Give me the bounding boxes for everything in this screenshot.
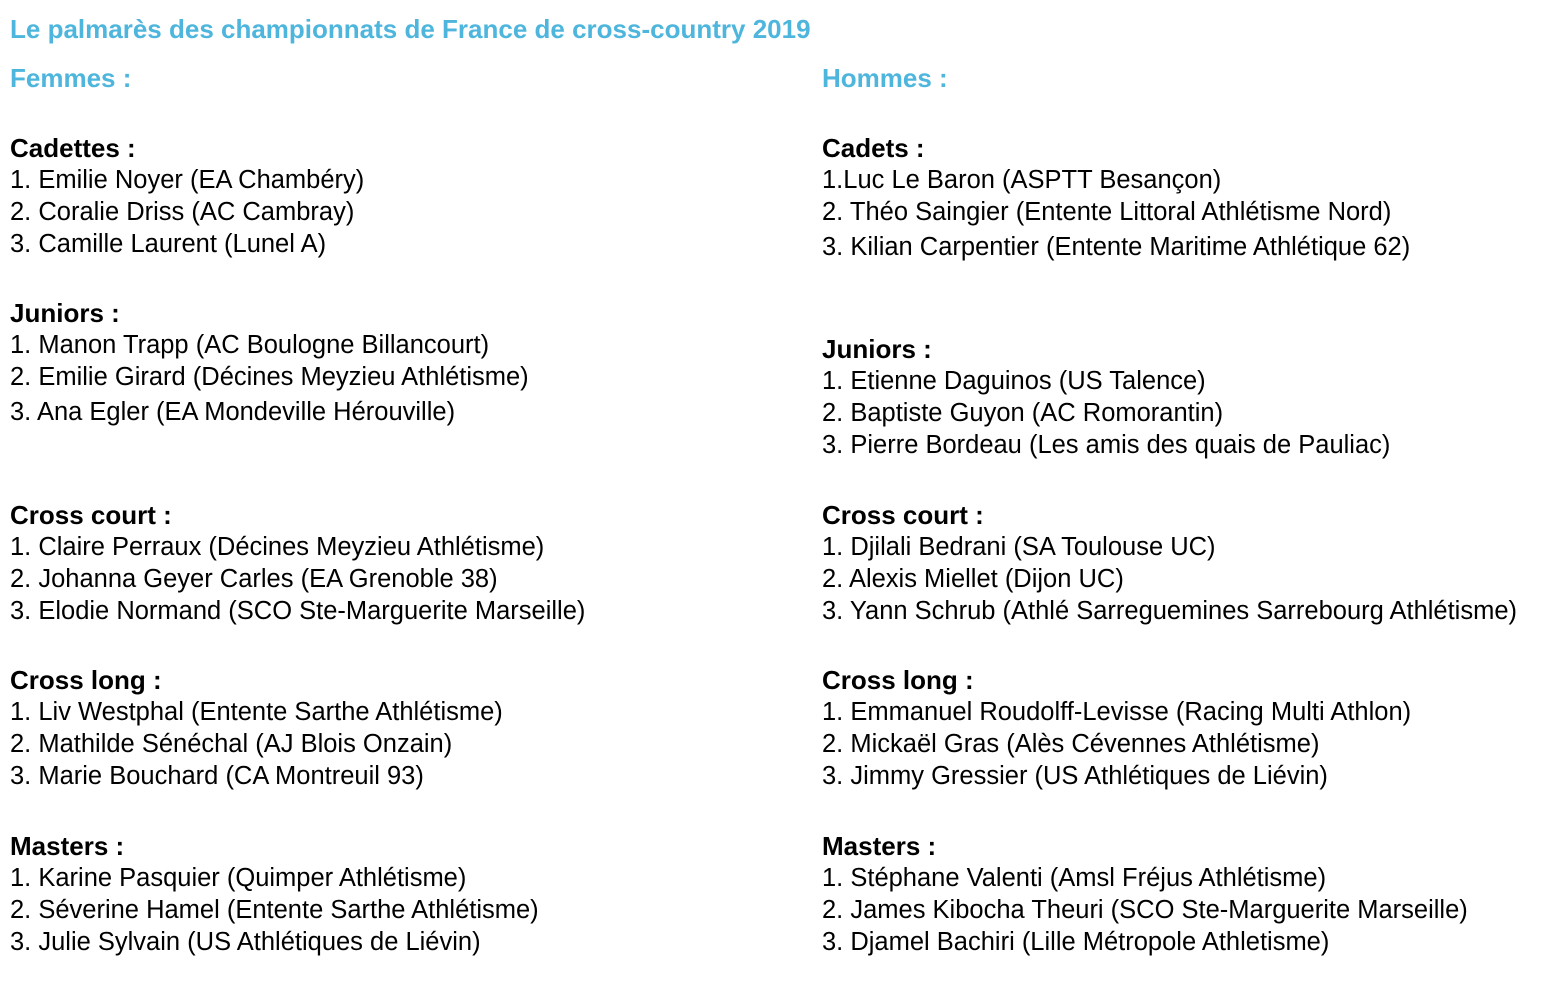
result-entry: 3. Pierre Bordeau (Les amis des quais de Pauliac) bbox=[822, 431, 1391, 459]
result-entry: 1. Manon Trapp (AC Boulogne Billancourt) bbox=[10, 331, 490, 359]
result-entry: 1. Liv Westphal (Entente Sarthe Athlétisme) bbox=[10, 698, 503, 726]
category-title: Cross long : bbox=[822, 665, 974, 695]
result-entry: 2. Alexis Miellet (Dijon UC) bbox=[822, 565, 1124, 593]
category-title: Cross court : bbox=[822, 500, 984, 530]
category-title: Juniors : bbox=[822, 334, 932, 364]
result-entry: 1. Emmanuel Roudolff-Levisse (Racing Multi Athlon) bbox=[822, 698, 1412, 726]
result-entry: 2. Johanna Geyer Carles (EA Grenoble 38) bbox=[10, 565, 498, 593]
result-entry: 3. Ana Egler (EA Mondeville Hérouville) bbox=[10, 398, 456, 426]
category-title: Cadettes : bbox=[10, 133, 136, 163]
men-column bbox=[822, 62, 1562, 956]
result-entry: 3. Kilian Carpentier (Entente Maritime Athlétique 62) bbox=[822, 233, 1411, 261]
result-entry: 1. Emilie Noyer (EA Chambéry) bbox=[10, 166, 365, 194]
result-entry: 1. Stéphane Valenti (Amsl Fréjus Athlétisme) bbox=[822, 864, 1327, 892]
category-title: Cross long : bbox=[10, 665, 162, 695]
result-entry: 3. Yann Schrub (Athlé Sarreguemines Sarrebourg Athlétisme) bbox=[822, 597, 1518, 625]
women-cross-long-section bbox=[10, 664, 800, 792]
result-entry: 3. Julie Sylvain (US Athlétiques de Liévin) bbox=[10, 928, 481, 956]
result-entry: 3. Elodie Normand (SCO Ste-Marguerite Marseille) bbox=[10, 597, 586, 625]
women-heading: Femmes : bbox=[10, 63, 132, 93]
women-cross-court-section bbox=[10, 499, 800, 627]
category-title: Masters : bbox=[822, 831, 937, 861]
result-entry: 1. Etienne Daguinos (US Talence) bbox=[822, 367, 1206, 395]
result-entry: 2. Coralie Driss (AC Cambray) bbox=[10, 198, 355, 226]
result-entry: 3. Marie Bouchard (CA Montreuil 93) bbox=[10, 762, 424, 790]
result-entry: 2. Emilie Girard (Décines Meyzieu Athlétisme) bbox=[10, 363, 529, 391]
category-title: Cross court : bbox=[10, 500, 172, 530]
women-masters-section bbox=[10, 830, 800, 958]
men-cross-long-section bbox=[822, 664, 1562, 792]
result-entry: 2. Mickaël Gras (Alès Cévennes Athlétisme) bbox=[822, 730, 1320, 758]
result-entry: 2. Séverine Hamel (Entente Sarthe Athlétisme) bbox=[10, 896, 539, 924]
women-juniors-section bbox=[10, 297, 800, 428]
result-entry: 1. Karine Pasquier (Quimper Athlétisme) bbox=[10, 864, 467, 892]
result-entry: 1.Luc Le Baron (ASPTT Besançon) bbox=[822, 166, 1222, 194]
result-entry: 1. Djilali Bedrani (SA Toulouse UC) bbox=[822, 533, 1216, 561]
category-title: Cadets : bbox=[822, 133, 925, 163]
result-entry: 2. Théo Saingier (Entente Littoral Athlétisme Nord) bbox=[822, 198, 1392, 226]
result-entry: 2. Mathilde Sénéchal (AJ Blois Onzain) bbox=[10, 730, 453, 758]
men-masters-section bbox=[822, 830, 1562, 958]
category-title: Masters : bbox=[10, 831, 125, 861]
men-cadets-section bbox=[822, 132, 1562, 263]
result-entry: 2. Baptiste Guyon (AC Romorantin) bbox=[822, 399, 1224, 427]
result-entry: 2. James Kibocha Theuri (SCO Ste-Marguerite Marseille) bbox=[822, 896, 1468, 924]
women-cadettes-section bbox=[10, 132, 800, 260]
result-entry: 3. Djamel Bachiri (Lille Métropole Athletisme) bbox=[822, 928, 1330, 956]
page-title: Le palmarès des championnats de France de cross-country 2019 bbox=[10, 14, 811, 44]
men-cross-court-section bbox=[822, 499, 1562, 627]
result-entry: 3. Jimmy Gressier (US Athlétiques de Liévin) bbox=[822, 762, 1328, 790]
result-entry: 1. Claire Perraux (Décines Meyzieu Athlétisme) bbox=[10, 533, 545, 561]
men-juniors-section bbox=[822, 333, 1562, 461]
result-entry: 3. Camille Laurent (Lunel A) bbox=[10, 230, 327, 258]
men-heading: Hommes : bbox=[822, 63, 948, 93]
women-column bbox=[10, 62, 800, 956]
category-title: Juniors : bbox=[10, 298, 120, 328]
